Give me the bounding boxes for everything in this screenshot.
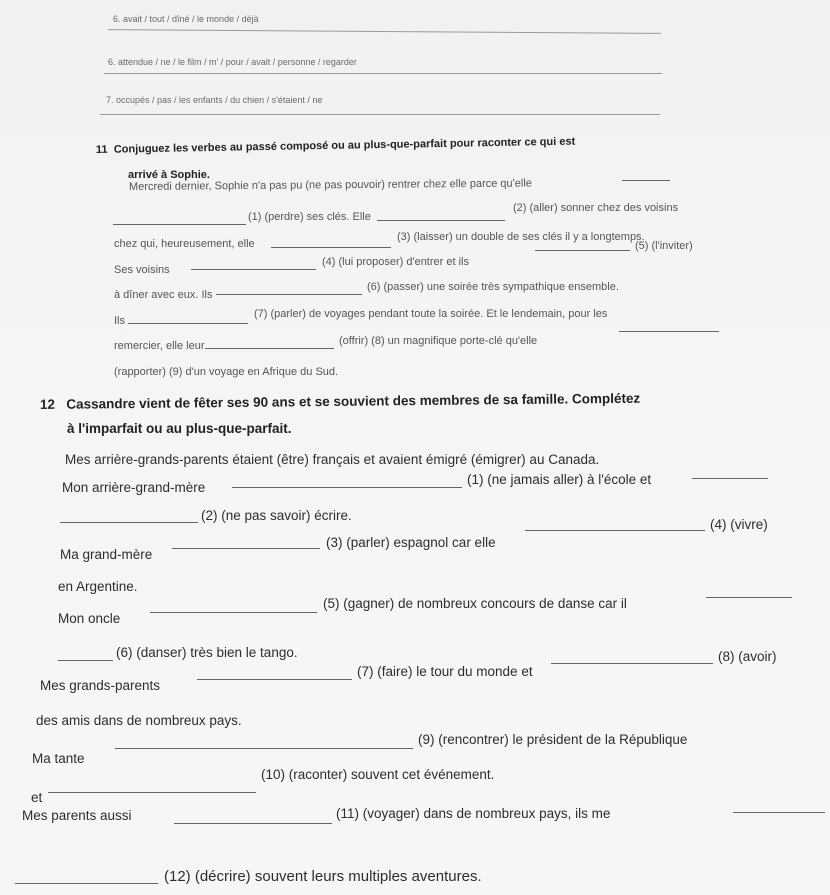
ex11-line-8: (rapporter) (9) d'un voyage en Afrique du Sud. <box>114 366 339 378</box>
item-6a: 6. avait / tout / dîné / le monde / déjà <box>113 14 259 24</box>
blank <box>60 522 198 523</box>
blank <box>692 478 768 479</box>
blank <box>377 220 505 221</box>
ex12-line-3b: (3) (parler) espagnol car elle <box>326 535 496 550</box>
ex12-line-11b: (11) (voyager) dans de nombreux pays, ils me <box>336 806 611 821</box>
blank <box>15 883 158 884</box>
blank <box>205 348 334 349</box>
blank <box>150 612 317 613</box>
ex11-line-4a: Ses voisins <box>114 264 170 276</box>
ex12-line-9b: (9) (rencontrer) le président de la République <box>418 732 688 747</box>
ex12-line-6: (6) (danser) très bien le tango. <box>116 645 298 660</box>
blank <box>58 660 113 661</box>
instruction-line-1: Cassandre vient de fêter ses 90 ans et se souvient des membres de sa famille. Complétez <box>66 390 641 412</box>
ex11-line-3b: (3) (laisser) un double de ses clés il y a longtemps. <box>397 231 645 243</box>
blank <box>115 748 413 749</box>
instruction-line-2: à l'imparfait ou au plus-que-parfait. <box>67 421 292 436</box>
exercise-number: 12 <box>39 396 56 412</box>
ex12-line-4: en Argentine. <box>58 579 138 594</box>
ex11-line-1: Mercredi dernier, Sophie n'a pas pu (ne pas pouvoir) rentrer chez elle parce qu'elle <box>128 177 532 193</box>
blank <box>271 247 391 248</box>
blank <box>622 180 670 181</box>
blank <box>197 679 352 680</box>
ex11-line-5a: à dîner avec eux. Ils <box>114 289 213 301</box>
ex12-line-9a: Ma tante <box>32 751 85 766</box>
ex11-line-2b: (2) (aller) sonner chez des voisins <box>513 202 679 214</box>
blank <box>216 294 362 295</box>
blank <box>733 812 825 813</box>
ex12-line-1b: (1) (ne jamais aller) à l'école et <box>467 472 652 487</box>
ex12-line-2: (2) (ne pas savoir) écrire. <box>201 508 352 523</box>
ex12-line-3c: (4) (vivre) <box>710 517 768 532</box>
item-7: 7. occupés / pas / les enfants / du chien / s'étaient / ne <box>106 95 323 105</box>
blank <box>191 269 316 270</box>
exercise-number: 11 <box>95 143 108 156</box>
ex11-line-4b: (4) (lui proposer) d'entrer et ils <box>322 256 469 268</box>
ex11-line-2a: (1) (perdre) ses clés. Elle <box>248 211 371 223</box>
blank <box>174 823 332 824</box>
ex12-line-11a: Mes parents aussi <box>22 808 132 823</box>
ex12-line-8: des amis dans de nombreux pays. <box>36 713 242 728</box>
ex11-line-7a: remercier, elle leur <box>114 340 205 352</box>
ex11-line-6a: Ils <box>114 315 125 327</box>
ex12-line-10b: (10) (raconter) souvent cet événement. <box>261 767 495 782</box>
blank <box>232 487 462 488</box>
ex12-line-7b: (7) (faire) le tour du monde et <box>357 664 533 679</box>
blank <box>551 663 713 664</box>
ex12-example: Mes arrière-grands-parents étaient (être) français et avaient émigré (émigrer) au Canada. <box>65 452 600 467</box>
ex12-line-5b: (5) (gagner) de nombreux concours de danse car il <box>323 596 627 611</box>
answer-line <box>104 73 662 74</box>
answer-line <box>100 114 660 115</box>
blank <box>525 530 705 531</box>
ex11-line-6b: (7) (parler) de voyages pendant toute la soirée. Et le lendemain, pour les <box>254 308 608 320</box>
ex12-line-1a: Mon arrière-grand-mère <box>62 480 206 495</box>
blank <box>619 331 719 332</box>
exercise-11-instruction <box>96 136 575 156</box>
ex12-line-7c: (8) (avoir) <box>718 649 777 664</box>
blank <box>706 597 792 598</box>
ex12-line-3a: Ma grand-mère <box>60 547 153 562</box>
blank <box>128 323 248 324</box>
instruction-line-2: arrivé à Sophie. <box>128 169 210 181</box>
ex12-line-12: (12) (décrire) souvent leurs multiples aventures. <box>164 868 482 885</box>
answer-line <box>108 29 661 34</box>
blank <box>48 792 256 793</box>
instruction-line-1: Conjuguez les verbes au passé composé ou au plus-que-parfait pour raconter ce qui est <box>113 135 576 156</box>
item-6b: 6. attendue / ne / le film / m' / pour / avait / personne / regarder <box>108 57 357 67</box>
ex12-line-5a: Mon oncle <box>58 611 121 626</box>
blank <box>113 224 246 225</box>
ex12-line-10a: et <box>31 790 43 805</box>
ex12-line-7a: Mes grands-parents <box>40 678 161 693</box>
blank <box>172 548 320 549</box>
blank <box>535 250 630 251</box>
exercise-12-instruction <box>40 391 640 412</box>
ex11-line-4c: (5) (l'inviter) <box>635 240 693 252</box>
ex11-line-3a: chez qui, heureusement, elle <box>114 238 255 250</box>
ex11-line-5b: (6) (passer) une soirée très sympathique ensemble. <box>367 281 619 293</box>
ex11-line-7b: (offrir) (8) un magnifique porte-clé qu'elle <box>339 335 538 347</box>
